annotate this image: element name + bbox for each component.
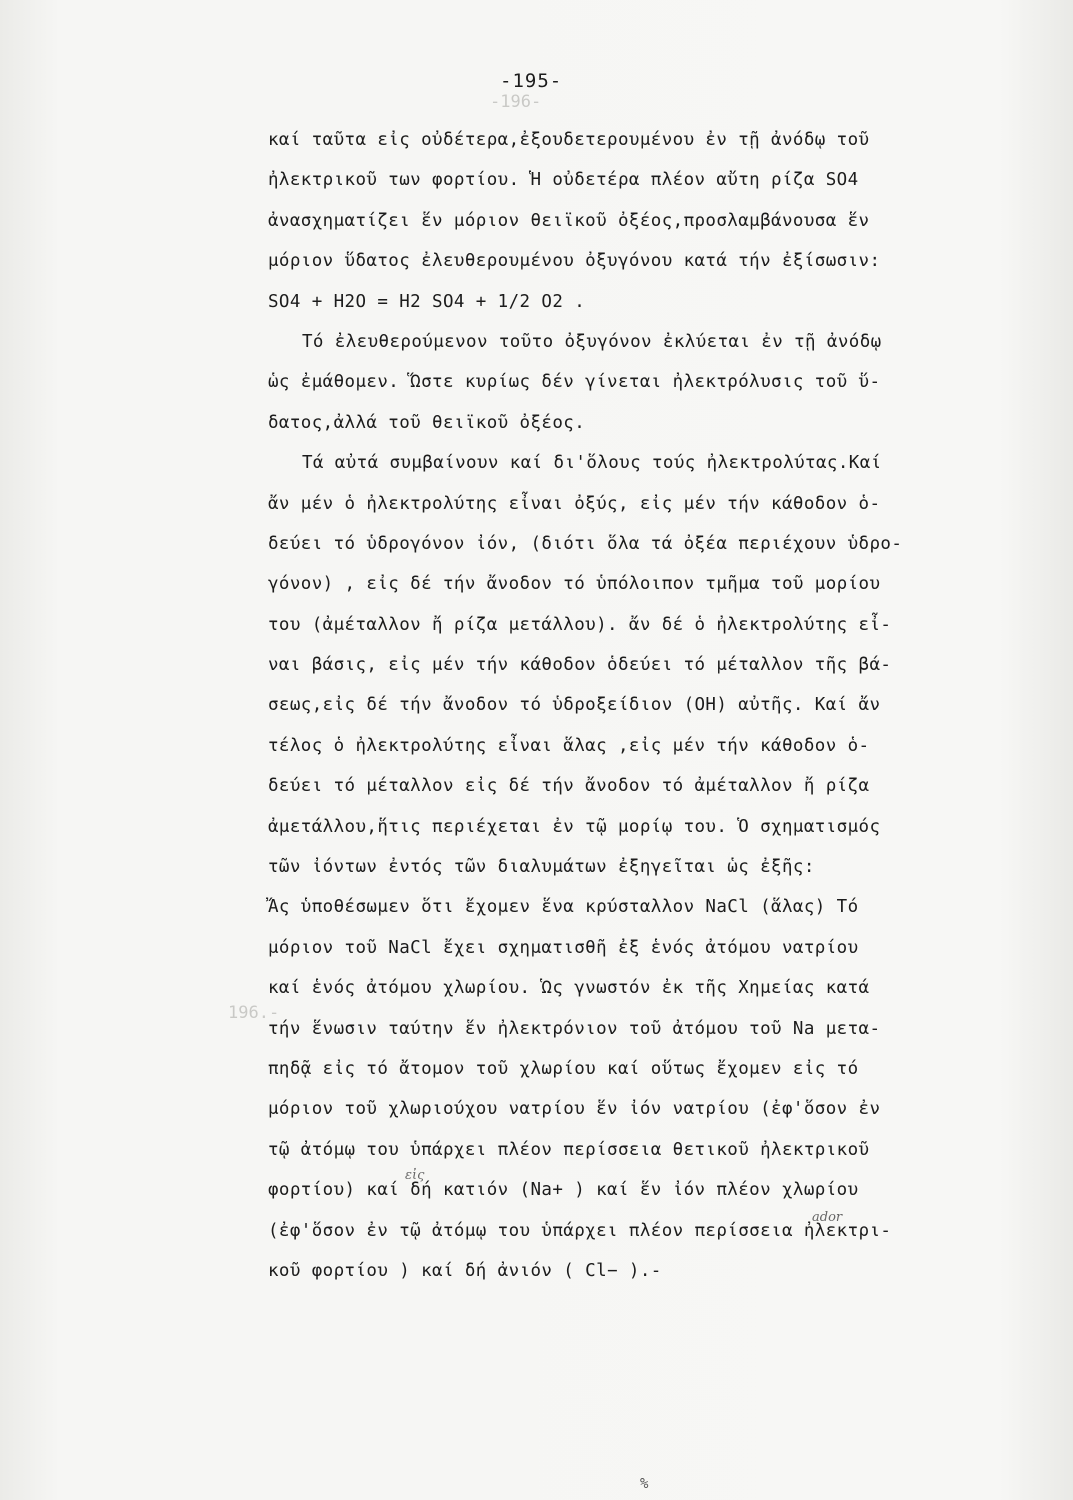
text-line: ναι βάσις, εἰς μέν τήν κάθοδον ὁδεύει τό μέταλλον τῆς βά- xyxy=(268,655,892,676)
text-line: καί ταῦτα εἰς οὐδέτερα,ἐξουδετερουμένου ἐν τῇ ἀνόδῳ τοῦ xyxy=(268,130,870,150)
text-line: ἀμετάλλου,ἥτις περιέχεται ἐν τῷ μορίῳ του. Ὁ σχηματισμός xyxy=(268,816,881,837)
text-line: (ἐφ'ὅσον ἐν τῷ ἀτόμῳ του ὑπάρχει πλέον περίσσεια ἠλεκτρι- xyxy=(268,1220,892,1241)
text-line: πηδᾷ εἰς τό ἄτομον τοῦ χλωρίου καί οὕτως ἔχομεν εἰς τό xyxy=(268,1058,859,1079)
page-number: -195- xyxy=(500,70,563,92)
chemical-equation: SO4 + H2O = H2 SO4 + 1/2 O2 . xyxy=(268,291,586,312)
text-line: τῷ ἀτόμῳ του ὑπάρχει πλέον περίσσεια θετικοῦ ἠλεκτρικοῦ xyxy=(268,1139,870,1160)
text-line: καί ἑνός ἀτόμου χλωρίου. Ὡς γνωστόν ἐκ τῆς Χημείας κατά xyxy=(268,978,870,999)
text-line: δεύει τό μέταλλον εἰς δέ τήν ἄνοδον τό ἀμέταλλον ἤ ρίζα xyxy=(268,776,870,797)
text-line: ἠλεκτρικοῦ των φορτίου. Ἡ οὐδετέρα πλέον αὔτη ρίζα SO4 xyxy=(268,170,859,191)
text-line: ἀνασχηματίζει ἕν μόριον θειϊκοῦ ὀξέος,προσλαμβάνουσα ἕν xyxy=(268,210,870,231)
text-line: τέλος ὁ ἠλεκτρολύτης εἶναι ἅλας ,εἰς μέν τήν κάθοδον ὁ- xyxy=(268,735,870,756)
text-line: φορτίου) καί δή κατιόν (Na+ ) καί ἕν ἰόν πλέον χλωρίου xyxy=(268,1180,859,1201)
text-line: κοῦ φορτίου ) καί δή ἀνιόν ( Cl− ).- xyxy=(268,1260,662,1281)
text-line: μόριον ὕδατος ἐλευθερουμένου ὀξυγόνου κατά τήν ἐξίσωσιν: xyxy=(268,251,881,272)
text-line: Τά αὐτά συμβαίνουν καί δι'ὅλους τούς ἠλεκτρολύτας.Καί xyxy=(302,453,882,474)
bleed-through-page-number: -196- xyxy=(490,92,542,112)
text-line: γόνον) , εἰς δέ τήν ἄνοδον τό ὑπόλοιπον τμῆμα τοῦ μορίου xyxy=(268,574,881,595)
text-line: τῶν ἰόντων ἐντός τῶν διαλυμάτων ἐξηγεῖται ὡς ἐξῆς: xyxy=(268,857,815,878)
body-text xyxy=(268,120,1058,1291)
handwritten-eis: εἰς xyxy=(405,1168,425,1183)
handwritten-ador: ador xyxy=(812,1210,843,1225)
text-line: Τό ἐλευθερούμενον τοῦτο ὀξυγόνον ἐκλύεται ἐν τῇ ἀνόδῳ xyxy=(302,331,882,352)
text-line: μόριον τοῦ NaCl ἔχει σχηματισθῆ ἐξ ἑνός ἀτόμου νατρίου xyxy=(268,937,859,958)
text-line: Ἄς ὑποθέσωμεν ὅτι ἔχομεν ἕνα κρύσταλλον NaCl (ἅλας) Τό xyxy=(268,897,859,918)
footer-mark: % xyxy=(640,1476,649,1492)
text-line: τήν ἕνωσιν ταύτην ἕν ἠλεκτρόνιον τοῦ ἀτόμου τοῦ Na μετα- xyxy=(268,1018,881,1039)
text-line: ὡς ἐμάθομεν. Ὥστε κυρίως δέν γίνεται ἠλεκτρόλυσις τοῦ ὕ- xyxy=(268,372,881,393)
bleed-through-margin-number: 196.- xyxy=(228,1003,280,1023)
text-line: του (ἀμέταλλον ἤ ρίζα μετάλλου). ἄν δέ ὁ ἠλεκτρολύτης εἶ- xyxy=(268,614,892,635)
text-line: δεύει τό ὑδρογόνον ἰόν, (διότι ὅλα τά ὀξέα περιέχουν ὑδρο- xyxy=(268,533,903,554)
text-line: δατος,ἀλλά τοῦ θειϊκοῦ ὀξέος. xyxy=(268,412,586,433)
text-line: σεως,εἰς δέ τήν ἄνοδον τό ὑδροξείδιον (OH) αὐτῆς. Καί ἄν xyxy=(268,695,881,716)
text-line: μόριον τοῦ χλωριούχου νατρίου ἕν ἰόν νατρίου (ἐφ'ὅσον ἐν xyxy=(268,1099,881,1120)
text-line: ἄν μέν ὁ ἠλεκτρολύτης εἶναι ὀξύς, εἰς μέν τήν κάθοδον ὁ- xyxy=(268,493,881,514)
